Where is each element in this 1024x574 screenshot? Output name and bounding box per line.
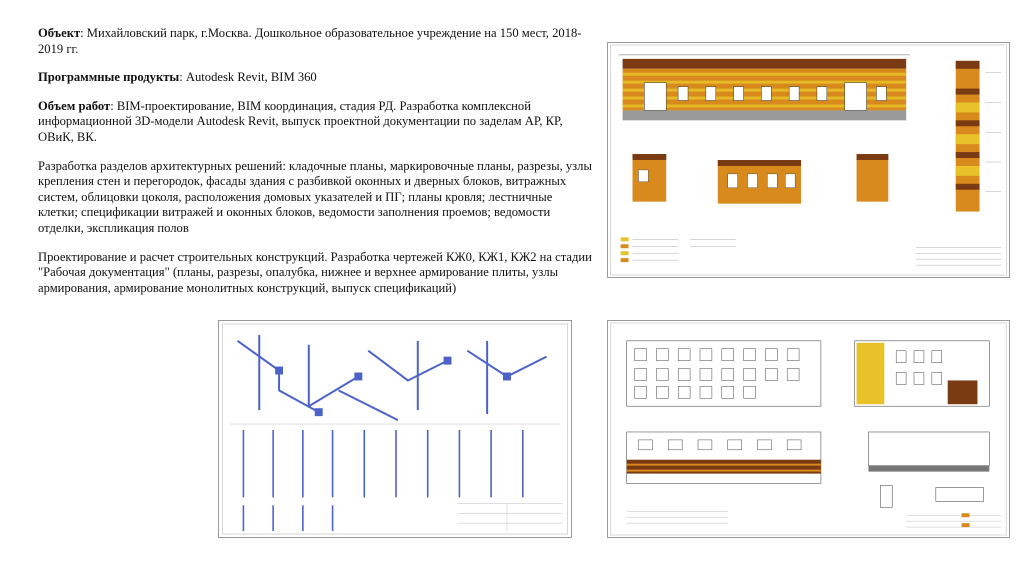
scope-paragraph	[38, 99, 593, 146]
object-label: Объект	[38, 26, 81, 40]
pipe-schematic-image	[219, 321, 571, 537]
scope-label: Объем работ	[38, 98, 111, 113]
software-label: Программные продукты	[38, 70, 180, 85]
description-text	[38, 26, 593, 309]
software-text: : Autodesk Revit, BIM 360	[179, 70, 317, 85]
arch-paragraph: Разработка разделов архитектурных решений: кладочные планы, маркировочные планы, разрезы, узлы крепления стен и перегородок, фасады здания с разбивкой оконных и дверных блоков, витражных систем, облицовки цоколя, расположения домовых указателей и ПГ; планы кровля; лестничные клетки; спецификации витражей и оконных блоков, ведомости заполнения проемов; ведомости отделки, экспликация полов	[38, 158, 592, 235]
object-paragraph	[38, 26, 593, 57]
software-paragraph	[38, 70, 593, 86]
facade-drawing-sheet	[607, 42, 1010, 278]
facade-drawing-image	[608, 43, 1009, 277]
pipe-schematic-sheet	[218, 320, 572, 538]
object-text: : Михайловский парк, г.Москва. Дошкольное образовательное учреждение на 150 мест, 2018-2019 гг.	[38, 26, 582, 56]
struct-paragraph: Проектирование и расчет строительных конструкций. Разработка чертежей КЖ0, КЖ1, КЖ2 на стадии "Рабочая документация" (планы, разрезы, опалубка, нижнее и верхнее армирование плиты, узлы армирования, армирование монолитных конструкций, выпуск спецификаций)	[38, 249, 592, 295]
scope-text: : BIM-проектирование, BIM координация, стадия РД. Разработка комплексной информационной 3D-модели Autodesk Revit, выпуск проектной документации по заделам АР, КР, ОВиК, ВК.	[38, 98, 563, 144]
elevation-drawing-image	[608, 321, 1009, 537]
elevation-drawing-sheet	[607, 320, 1010, 538]
